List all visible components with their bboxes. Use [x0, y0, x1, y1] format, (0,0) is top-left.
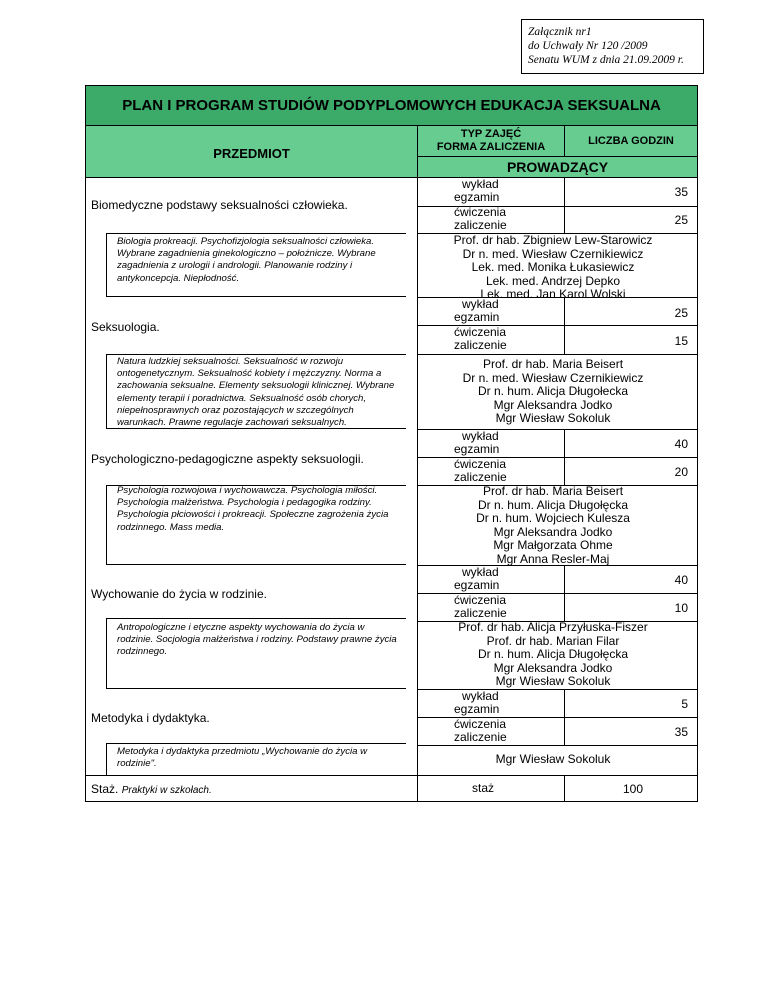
module-description: Biologia prokreacji. Psychofizjologia seksualności człowieka. Wybrane zagadnienia ginekologiczno – położnicze. Wybrane zagadnienia z urologii i andrologii. Planowanie rodziny i antykoncepcja. Niepłodność. — [117, 236, 376, 284]
lecturer-name: Mgr Wiesław Sokoluk — [495, 411, 611, 426]
header-type-line-2: FORMA ZALICZENIA — [436, 141, 546, 153]
lecture-hours — [564, 437, 698, 451]
exercise-hours — [564, 213, 698, 227]
lecturers-list — [417, 358, 689, 426]
form-exercises — [454, 458, 507, 485]
lecturer-name: Prof. dr hab. Zbigniew Lew-Starowicz — [453, 233, 653, 247]
internship-hours-value: 100 — [622, 782, 643, 796]
credit-label: zaliczenie — [454, 730, 507, 745]
form-exercises — [454, 718, 507, 745]
lecturer-name: Lek. med. Jan Karol Wolski — [480, 287, 626, 302]
credit-label: zaliczenie — [454, 606, 507, 621]
exercise-hours-value: 25 — [674, 213, 688, 227]
lecturers-list — [417, 621, 689, 689]
credit-label: zaliczenie — [454, 338, 507, 353]
module-description: Psychologia rozwojowa i wychowawcza. Psychologia miłości. Psychologia małżeństwa. Psychologia i pedagogika rodziny. Psychologia płciowości i prokreacji. Społeczne zagrożenia życia rodzinnego. Mass media. — [117, 485, 389, 533]
lecturer-name: Dr n. med. Wiesław Czernikiewicz — [462, 246, 644, 261]
form-exercises — [454, 206, 507, 233]
form-lecture — [454, 430, 499, 457]
lecturers-list — [417, 234, 689, 302]
lecturer-name: Dr n. hum. Alicja Długołęcka — [477, 497, 629, 512]
form-exercises — [454, 594, 507, 621]
exercise-hours — [564, 334, 698, 348]
header-type-line-1: TYP ZAJĘĆ — [460, 128, 522, 140]
lecturer-name: Prof. dr hab. Maria Beisert — [482, 484, 624, 498]
lecture-label: wykład — [462, 429, 499, 443]
lecture-label: wykład — [462, 565, 499, 579]
annex-line-2: do Uchwały Nr 120 /2009 — [528, 40, 648, 52]
credit-label: zaliczenie — [454, 470, 507, 485]
form-lecture — [454, 566, 499, 593]
lecturer-name: Dr n. hum. Wojciech Kulesza — [476, 511, 630, 526]
internship-description: Praktyki w szkołach. — [121, 785, 212, 796]
annex-note — [521, 19, 704, 74]
lecture-label: wykład — [462, 177, 499, 191]
form-lecture — [454, 298, 499, 325]
exercise-hours-value: 35 — [674, 725, 688, 739]
lecture-hours — [564, 306, 698, 320]
internship-hours — [564, 782, 698, 796]
module-description: Antropologiczne i etyczne aspekty wychowania do życia w rodzinie. Socjologia małżeństwa i rodziny. Podstawy prawne życia rodzinnego. — [117, 622, 397, 658]
exercise-hours-value: 20 — [674, 465, 688, 479]
module-description: Metodyka i dydaktyka przedmiotu „Wychowanie do życia w rodzinie". — [117, 746, 368, 770]
lecture-hours — [564, 697, 698, 711]
annex-line-1: Załącznik nr1 — [528, 26, 592, 38]
lecture-label: wykład — [462, 297, 499, 311]
exercises-label: ćwiczenia — [454, 205, 507, 219]
internship-row — [91, 782, 212, 796]
lecturer-name: Mgr Aleksandra Jodko — [493, 397, 613, 412]
exam-label: egzamin — [454, 702, 500, 717]
lecture-hours-value: 40 — [674, 573, 688, 587]
module-subject: Wychowanie do życia w rodzinie. — [91, 587, 267, 601]
exercises-label: ćwiczenia — [454, 593, 507, 607]
header-hours: LICZBA GODZIN — [564, 125, 698, 157]
lecture-hours — [564, 573, 698, 587]
exercise-hours — [564, 465, 698, 479]
module-subject: Metodyka i dydaktyka. — [91, 711, 210, 725]
module-subject: Psychologiczno-pedagogiczne aspekty seksuologii. — [91, 452, 364, 466]
lecturers-list — [417, 753, 689, 767]
annex-line-3: Senatu WUM z dnia 21.09.2009 r. — [528, 54, 684, 66]
exercises-label: ćwiczenia — [454, 325, 507, 339]
lecturer-name: Prof. dr hab. Maria Beisert — [482, 357, 624, 371]
module-description: Natura ludzkiej seksualności. Seksualność w rozwoju ontogenetycznym. Seksualność kobiety i mężczyzny. Norma a zachowania seksualne. Elementy seksuologii klinicznej. Wybrane elementy terapii i poradnictwa. Seksualność osób chorych, niepełnosprawnych oraz pozostających w szczególnych warunkach. Prawne regulacje zachowań seksualnych. — [117, 356, 395, 429]
header-subject: PRZEDMIOT — [85, 125, 418, 178]
credit-label: zaliczenie — [454, 218, 507, 233]
exercise-hours-value: 10 — [674, 601, 688, 615]
lecture-hours-value: 40 — [674, 437, 688, 451]
row-divider — [417, 745, 698, 746]
header-lecturers: PROWADZĄCY — [417, 156, 698, 178]
lecturer-name: Mgr Aleksandra Jodko — [493, 524, 613, 539]
lecturer-name: Lek. med. Monika Łukasiewicz — [471, 260, 635, 275]
lecture-label: wykład — [462, 689, 499, 703]
exam-label: egzamin — [454, 442, 500, 457]
lecturer-name: Lek. med. Andrzej Depko — [485, 273, 621, 288]
lecturer-name: Mgr Małgorzata Ohme — [493, 538, 613, 553]
lecture-hours-value: 35 — [674, 185, 688, 199]
lecturer-name: Mgr Anna Resler-Maj — [496, 551, 610, 566]
module-subject: Seksuologia. — [91, 320, 160, 334]
module-subject: Biomedyczne podstawy seksualności człowieka. — [91, 198, 348, 212]
lecturer-name: Dr n. hum. Alicja Długołęcka — [477, 647, 629, 662]
row-divider — [85, 775, 698, 776]
row-divider — [417, 354, 698, 355]
exam-label: egzamin — [454, 578, 500, 593]
lecturers-list — [417, 485, 689, 567]
lecture-hours-value: 5 — [681, 697, 688, 711]
exercises-label: ćwiczenia — [454, 717, 507, 731]
exercise-hours — [564, 725, 698, 739]
exercises-label: ćwiczenia — [454, 457, 507, 471]
internship-type: staż — [472, 781, 495, 795]
lecturer-name: Mgr Wiesław Sokoluk — [495, 752, 611, 766]
lecture-hours — [564, 185, 698, 199]
lecturer-name: Dr n. hum. Alicja Długołecka — [477, 384, 629, 399]
exam-label: egzamin — [454, 310, 500, 325]
lecturer-name: Dr n. med. Wiesław Czernikiewicz — [462, 370, 644, 385]
lecturer-name: Prof. dr hab. Marian Filar — [486, 633, 620, 648]
lecturer-name: Prof. dr hab. Alicja Przyłuska-Fiszer — [458, 620, 648, 634]
header-type — [417, 125, 565, 157]
exercise-hours-value: 15 — [674, 334, 688, 348]
lecture-hours-value: 25 — [674, 306, 688, 320]
form-exercises — [454, 326, 507, 353]
lecturer-name: Mgr Aleksandra Jodko — [493, 660, 613, 675]
lecturer-name: Mgr Wiesław Sokoluk — [495, 674, 611, 689]
form-lecture — [454, 178, 499, 205]
internship-subject: Staż. — [91, 782, 119, 796]
form-lecture — [454, 690, 499, 717]
document-title: PLAN I PROGRAM STUDIÓW PODYPLOMOWYCH EDUKACJA SEKSUALNA — [85, 85, 698, 126]
exercise-hours — [564, 601, 698, 615]
exam-label: egzamin — [454, 190, 500, 205]
